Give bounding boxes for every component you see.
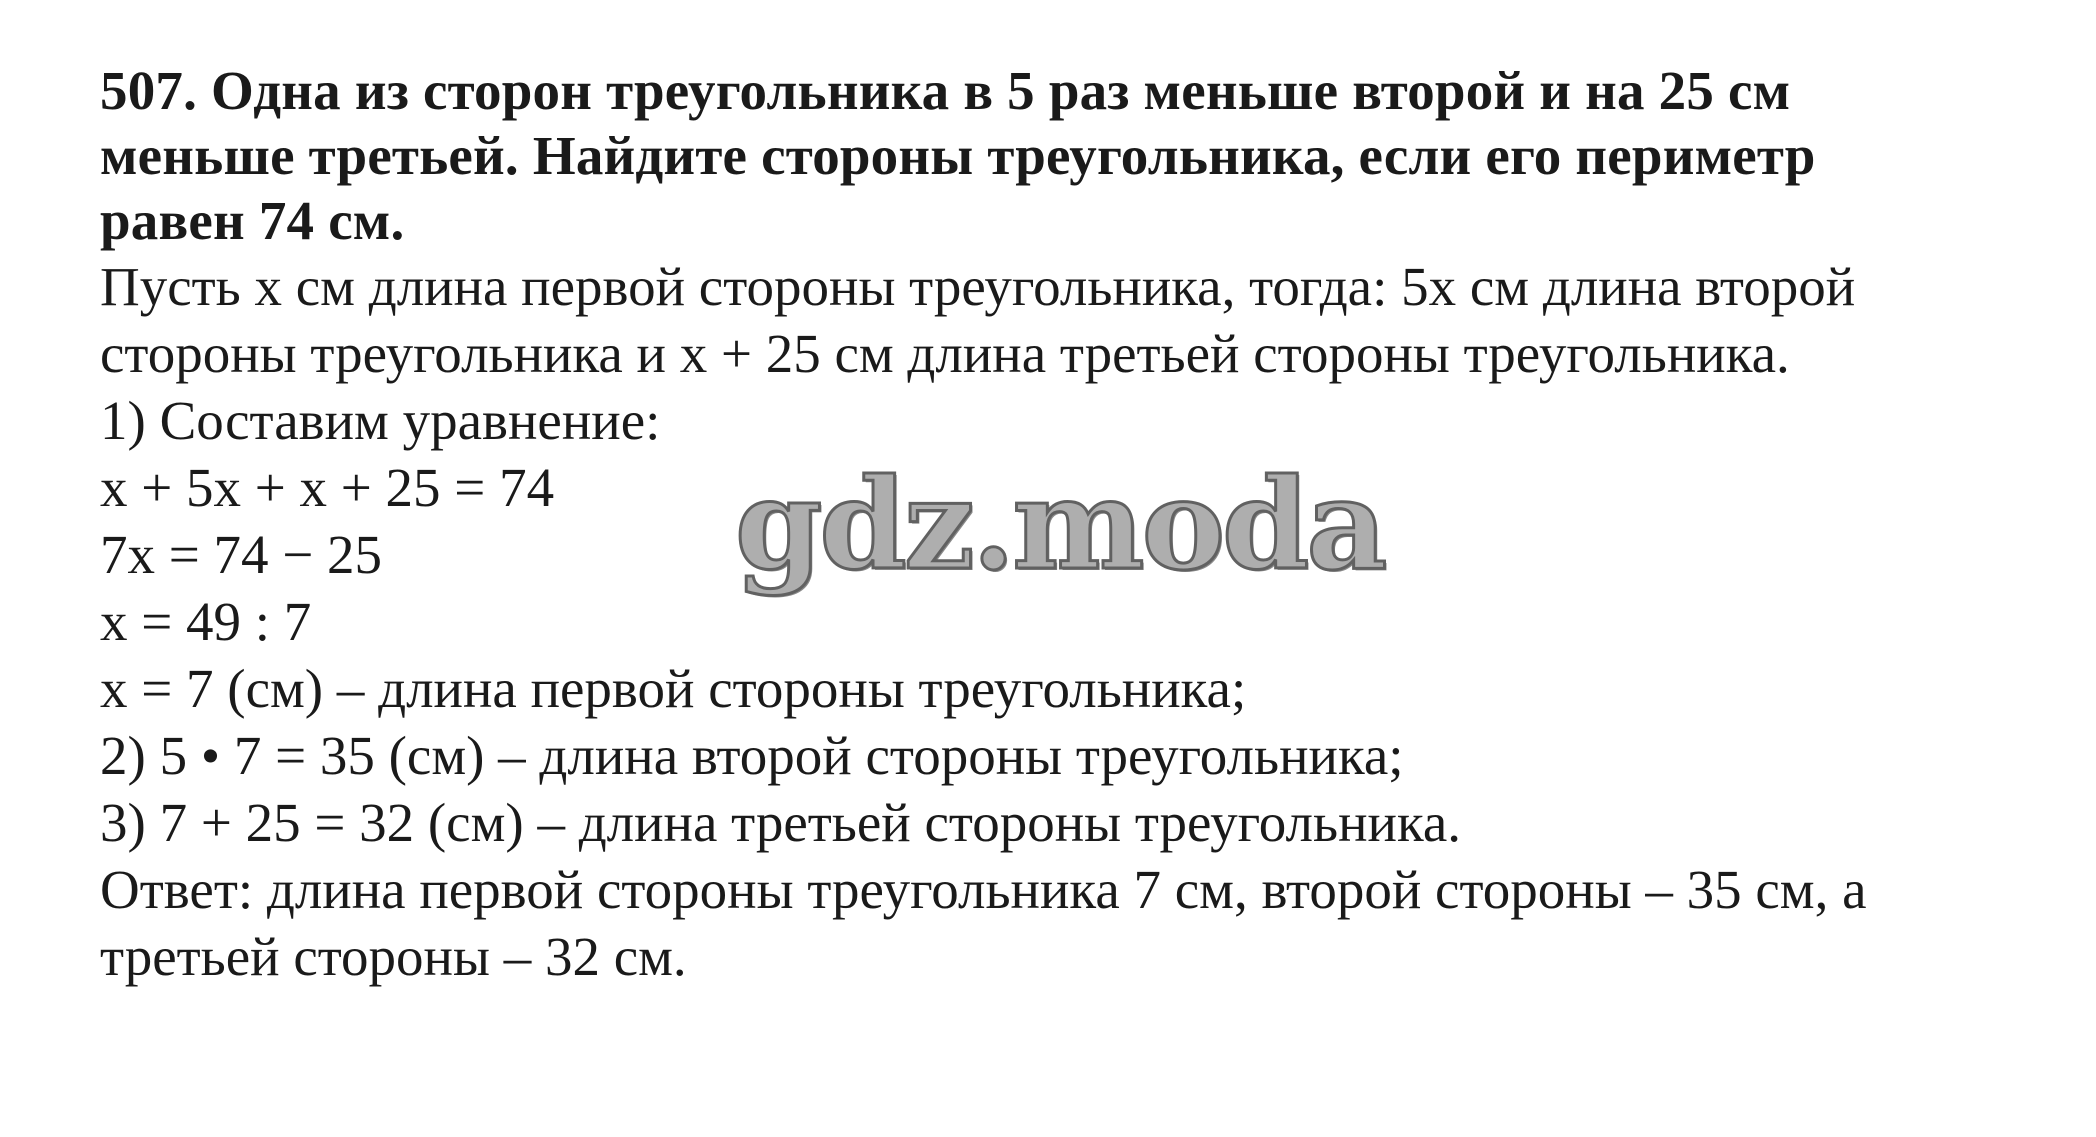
problem-statement (100, 58, 2060, 253)
document-content (100, 58, 2060, 990)
solution-line: 2) 5 • 7 = 35 (см) – длина второй стороны треугольника; (100, 725, 1404, 786)
problem-line: 507. Одна из сторон треугольника в 5 раз меньше второй и на 25 см (100, 60, 1791, 121)
solution (100, 253, 2060, 990)
problem-line: равен 74 см. (100, 190, 405, 251)
equation-line: х + 5х + х + 25 = 74 (100, 457, 555, 518)
answer-line: третьей стороны – 32 см. (100, 926, 687, 987)
equation-line: 7х = 74 − 25 (100, 524, 383, 585)
solution-line: 3) 7 + 25 = 32 (см) – длина третьей стороны треугольника. (100, 792, 1462, 853)
solution-line: 1) Составим уравнение: (100, 390, 661, 451)
solution-line: х = 7 (см) – длина первой стороны треугольника; (100, 658, 1247, 719)
equation-line: х = 49 : 7 (100, 591, 312, 652)
problem-line: меньше третьей. Найдите стороны треугольника, если его периметр (100, 125, 1816, 186)
answer-line: Ответ: длина первой стороны треугольника 7 см, второй стороны – 35 см, а (100, 859, 1867, 920)
solution-line: стороны треугольника и х + 25 см длина третьей стороны треугольника. (100, 323, 1790, 384)
solution-line: Пусть х см длина первой стороны треугольника, тогда: 5х см длина второй (100, 256, 1856, 317)
watermark: gdz.moda (735, 452, 1385, 598)
